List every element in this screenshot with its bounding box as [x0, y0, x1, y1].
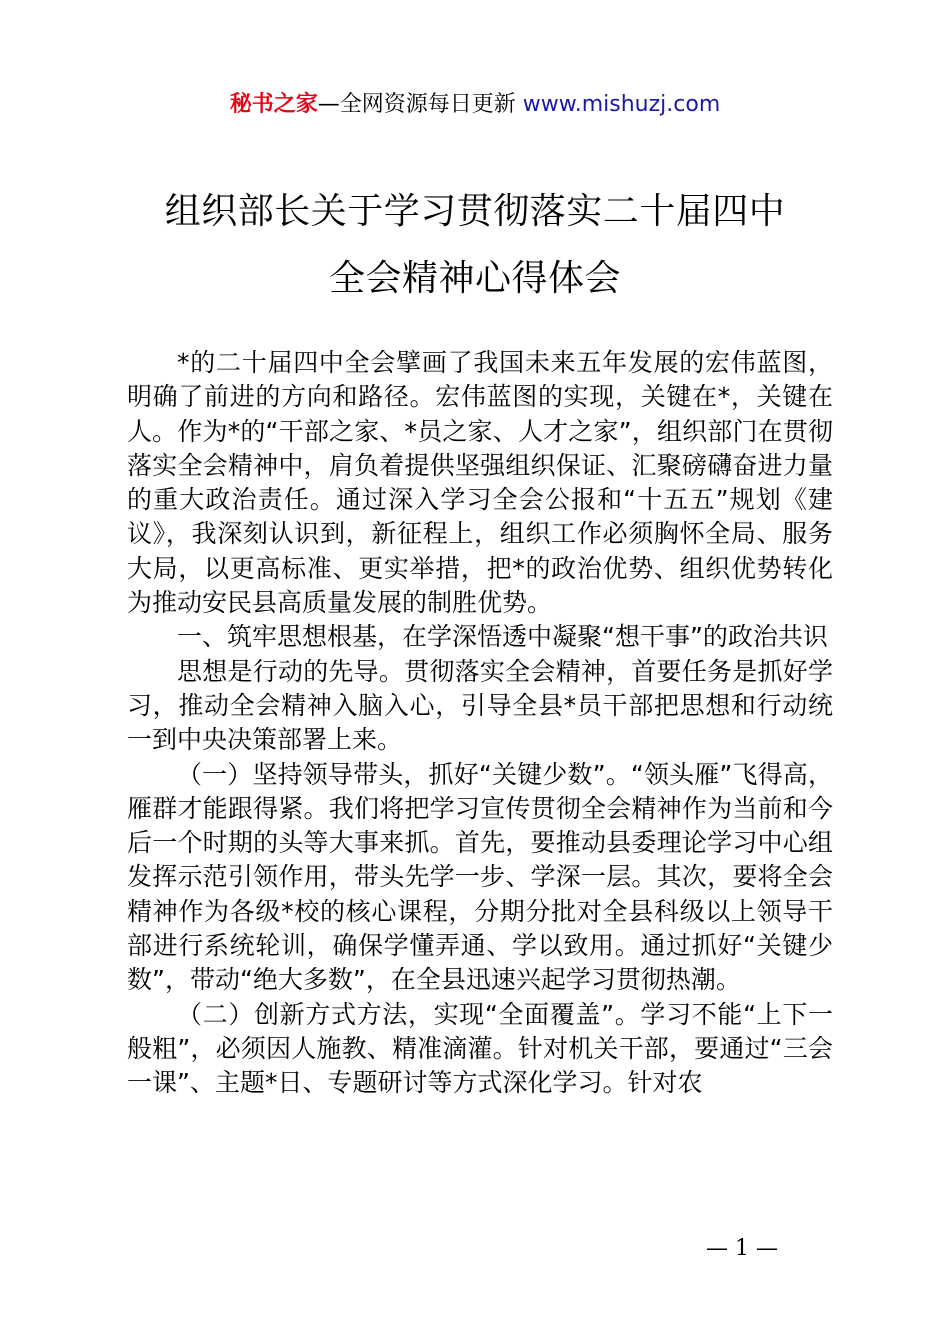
document-title-line-2: 全会精神心得体会: [328, 258, 621, 299]
document-title-line-1: 组织部长关于学习贯彻落实二十届四中: [164, 191, 786, 232]
intro-paragraph: *的二十届四中全会擘画了我国未来五年发展的宏伟蓝图，明确了前进的方向和路径。宏伟蓝图的实现，关键在*，关键在人。作为*的“干部之家、*员之家、人才之家”，组织部门在贯彻落实全会精神中，肩负着提供坚强组织保证、汇聚磅礴奋进力量的重大政治责任。通过深入学习全会公报和“十五五”规划《建议》，我深刻认识到，新征程上，组织工作必须胸怀全局、服务大局，以更高标准、更实举措，把*的政治优势、组织优势转化为推动安民县高质量发展的制胜优势。: [127, 348, 833, 618]
section-1-paragraph: 思想是行动的先导。贯彻落实全会精神，首要任务是抓好学习，推动全会精神入脑入心，引导全县*员干部把思想和行动统一到中央决策部署上来。: [127, 656, 833, 755]
subsection-1-paragraph: （一）坚持领导带头，抓好“关键少数”。“领头雁”飞得高，雁群才能跟得紧。我们将把学习宣传贯彻全会精神作为当前和今后一个时期的头等大事来抓。首先，要推动县委理论学习中心组发挥示范引领作用，带头先学一步、学深一层。其次，要将全会精神作为各级*校的核心课程，分期分批对全县科级以上领导干部进行系统轮训，确保学懂弄通、学以致用。通过抓好“关键少数”，带动“绝大多数”，在全县迅速兴起学习贯彻热潮。: [127, 759, 833, 995]
subsection-2-paragraph: （二）创新方式方法，实现“全面覆盖”。学习不能“上下一般粗”，必须因人施教、精准滴灌。针对机关干部，要通过“三会一课”、主题*日、专题研讨等方式深化学习。针对农: [127, 999, 833, 1098]
page-number: — 1 —: [706, 1236, 778, 1261]
site-header: [0, 88, 950, 122]
site-brand: 秘书之家: [229, 92, 318, 117]
site-url[interactable]: www.mishuzj.com: [515, 92, 721, 117]
section-heading-1: 一、筑牢思想根基，在学深悟透中凝聚“想干事”的政治共识: [177, 622, 828, 652]
site-tagline: —全网资源每日更新: [317, 92, 516, 117]
document-body: [127, 346, 833, 1101]
